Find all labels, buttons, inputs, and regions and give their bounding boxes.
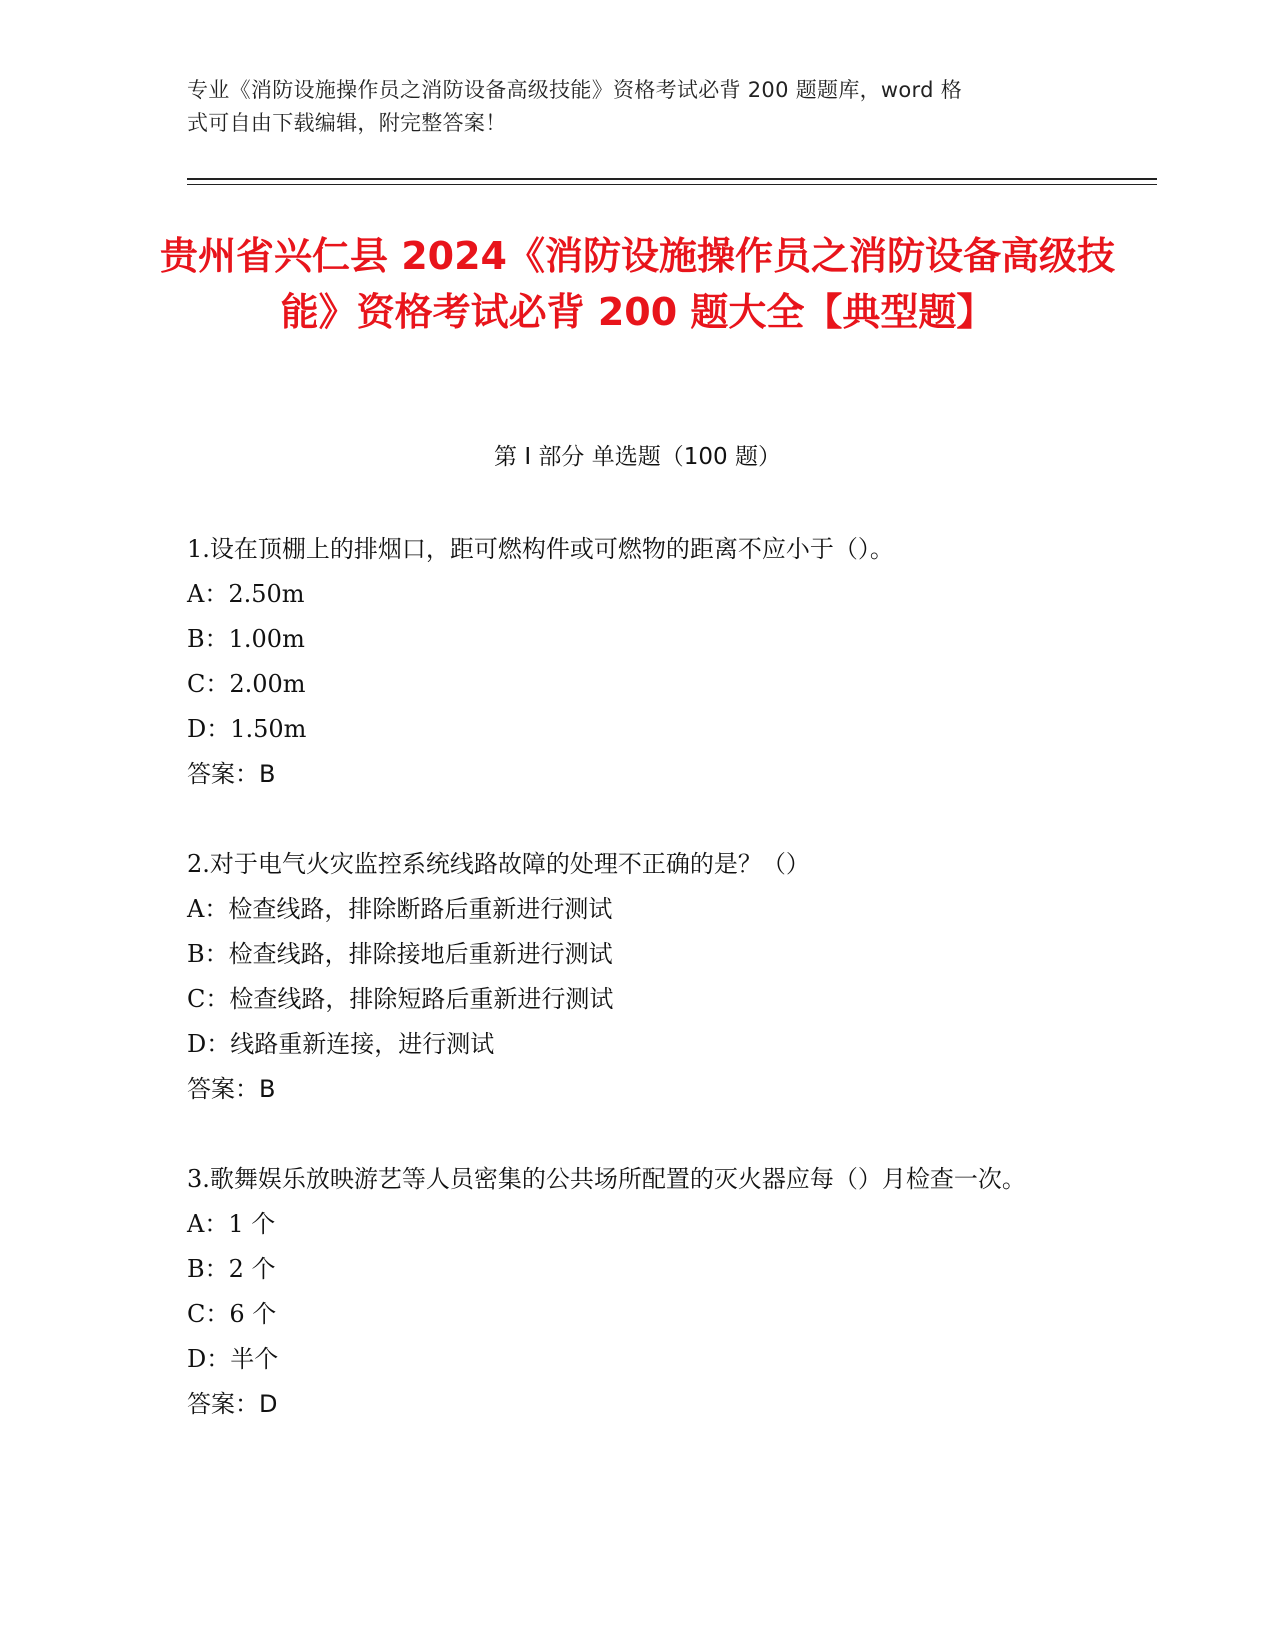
option-b: B：2 个 bbox=[187, 1255, 276, 1283]
option-c: C：2.00m bbox=[187, 670, 306, 698]
question-stem: 1.设在顶棚上的排烟口，距可燃构件或可燃物的距离不应小于（）。 bbox=[187, 535, 894, 563]
option-d: D：半个 bbox=[187, 1345, 279, 1373]
header-note-line-2: 式可自由下载编辑，附完整答案！ bbox=[187, 111, 507, 135]
option-d: D：线路重新连接，进行测试 bbox=[187, 1030, 495, 1058]
header-divider-thick bbox=[187, 178, 1157, 180]
option-a: A：1 个 bbox=[187, 1210, 276, 1238]
answer: 答案：B bbox=[187, 1075, 276, 1103]
option-c: C：检查线路，排除短路后重新进行测试 bbox=[187, 985, 614, 1013]
option-d: D：1.50m bbox=[187, 715, 307, 743]
option-a: A：检查线路，排除断路后重新进行测试 bbox=[187, 895, 613, 923]
option-c: C：6 个 bbox=[187, 1300, 277, 1328]
option-a: A：2.50m bbox=[187, 580, 305, 608]
question-1 bbox=[187, 527, 1067, 797]
question-stem: 2.对于电气火灾监控系统线路故障的处理不正确的是？（） bbox=[187, 850, 810, 878]
header-divider-thin bbox=[187, 184, 1157, 185]
option-b: B：检查线路，排除接地后重新进行测试 bbox=[187, 940, 613, 968]
answer: 答案：D bbox=[187, 1390, 278, 1418]
document-title: 贵州省兴仁县 2024《消防设施操作员之消防设备高级技能》资格考试必背 200 题大全【典型题】 bbox=[160, 234, 1115, 334]
section-title: 第 I 部分 单选题（100 题） bbox=[494, 444, 781, 470]
option-b: B：1.00m bbox=[187, 625, 305, 653]
question-3 bbox=[187, 1157, 1067, 1427]
question-2 bbox=[187, 842, 1067, 1112]
header-note bbox=[187, 74, 1067, 140]
question-stem: 3.歌舞娱乐放映游艺等人员密集的公共场所配置的灭火器应每（）月检查一次。 bbox=[187, 1165, 1026, 1193]
header-note-line-1: 专业《消防设施操作员之消防设备高级技能》资格考试必背 200 题题库，word 格 bbox=[187, 78, 963, 102]
answer: 答案：B bbox=[187, 760, 276, 788]
